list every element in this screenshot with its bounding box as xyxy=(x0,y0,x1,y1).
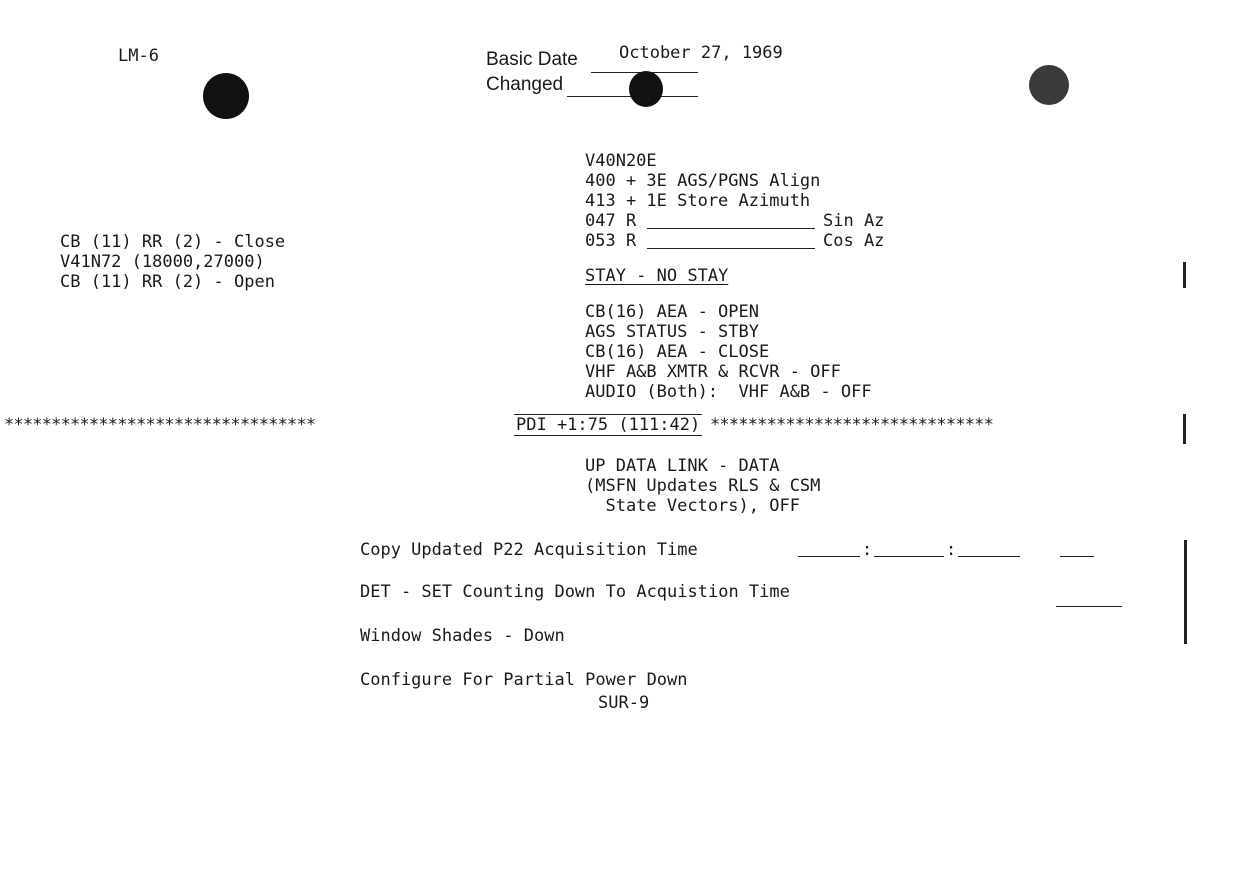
acq-time-check-line xyxy=(1060,556,1094,557)
partial-power-down-step: Configure For Partial Power Down xyxy=(360,670,688,690)
acq-time-separator-2: : xyxy=(946,540,957,560)
sin-az-prefix: 047 R xyxy=(585,211,637,231)
cb-rr-close-line: CB (11) RR (2) - Close xyxy=(60,232,286,252)
punch-hole-center xyxy=(629,71,663,107)
cb-rr-open-line: CB (11) RR (2) - Open xyxy=(60,272,275,292)
audio-vhf-line: AUDIO (Both): VHF A&B - OFF xyxy=(585,382,872,402)
change-bar-3 xyxy=(1184,540,1187,644)
window-shades-step: Window Shades - Down xyxy=(360,626,565,646)
cos-az-entry-line xyxy=(647,248,815,249)
sin-az-label: Sin Az xyxy=(823,211,885,231)
det-set-step: DET - SET Counting Down To Acquistion Time xyxy=(360,582,790,602)
det-set-check-line xyxy=(1056,606,1122,607)
acq-time-minutes-line xyxy=(874,556,944,557)
punch-hole-left xyxy=(203,73,249,119)
changed-label: Changed xyxy=(486,74,564,95)
up-data-link-line: UP DATA LINK - DATA xyxy=(585,456,780,476)
msfn-updates-line: (MSFN Updates RLS & CSM xyxy=(585,476,821,496)
acq-time-hours-line xyxy=(798,556,860,557)
v41n72-line: V41N72 (18000,27000) xyxy=(60,252,265,272)
state-vectors-line: State Vectors), OFF xyxy=(585,496,800,516)
acq-time-separator-1: : xyxy=(862,540,873,560)
page-number: SUR-9 xyxy=(598,693,650,713)
change-bar-1 xyxy=(1183,262,1186,288)
divider-stars-right: ****************************** xyxy=(710,415,994,435)
document-id: LM-6 xyxy=(118,46,159,66)
vhf-xmtr-rcvr-line: VHF A&B XMTR & RCVR - OFF xyxy=(585,362,841,382)
store-azimuth-line: 413 + 1E Store Azimuth xyxy=(585,191,811,211)
cos-az-prefix: 053 R xyxy=(585,231,637,251)
v40n20e-line: V40N20E xyxy=(585,151,657,171)
stay-no-stay: STAY - NO STAY xyxy=(585,266,729,286)
sin-az-entry-line xyxy=(647,228,815,229)
ags-pgns-align-line: 400 + 3E AGS/PGNS Align xyxy=(585,171,821,191)
pdi-time-label: PDI +1:75 (111:42) xyxy=(516,415,701,435)
punch-hole-right xyxy=(1029,65,1069,105)
basic-date-value: October 27, 1969 xyxy=(619,43,783,63)
basic-date-label: Basic Date xyxy=(486,49,578,70)
change-bar-2 xyxy=(1183,414,1186,444)
cos-az-label: Cos Az xyxy=(823,231,885,251)
divider-stars-left: ********************************* xyxy=(4,415,316,435)
acq-time-seconds-line xyxy=(958,556,1020,557)
acquisition-time-step: Copy Updated P22 Acquisition Time xyxy=(360,540,698,560)
cb-aea-open-line: CB(16) AEA - OPEN xyxy=(585,302,759,322)
cb-aea-close-line: CB(16) AEA - CLOSE xyxy=(585,342,770,362)
ags-status-line: AGS STATUS - STBY xyxy=(585,322,759,342)
